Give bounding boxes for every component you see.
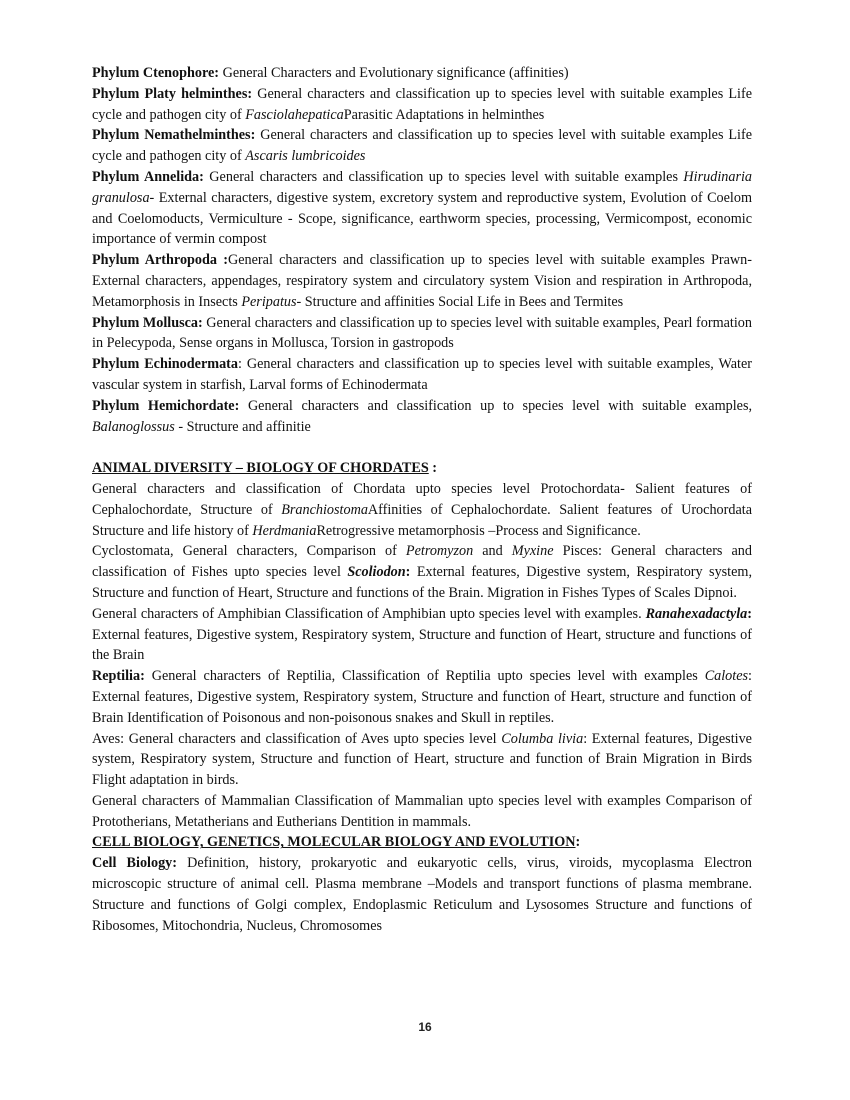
- body-text: : External features, Digestive system, Respiratory system, Structure and function of Heart, structure and function of Brain Identification of Poisonous and non-poisonous snakes and Skull in reptiles.: [92, 668, 752, 726]
- body-text: Aves: General characters and classification of Aves upto species level: [92, 730, 502, 747]
- body-text: General characters and classification up to species level with suitable examples: [203, 168, 684, 185]
- species-name: Peripatus: [241, 293, 297, 310]
- section-ctenophore: [92, 63, 752, 84]
- bold-colon: :: [405, 564, 411, 581]
- body-text: Retrogressive metamorphosis –Process and Significance.: [316, 522, 641, 539]
- section-cell-biology: [92, 853, 752, 936]
- phylum-label: Phylum Ctenophore:: [92, 65, 220, 81]
- section-reptilia: [92, 666, 752, 728]
- body-text: Parasitic Adaptations in helminthes: [343, 106, 545, 123]
- body-text: Definition, history, prokaryotic and eukaryotic cells, virus, viroids, mycoplasma Electron microscopic structure of animal cell. Plasma membrane –Models and transport functions of plasma membrane. Structure and functions of Golgi complex, Endoplasmic Reticulum and Lysosomes Structure and functions of Ribosomes, Mitochondria, Nucleus, Chromosomes: [92, 855, 753, 934]
- species-name: Ranahexadactyla: [645, 605, 748, 622]
- body-text: General characters and classification up to species level with suitable examples, Pearl formation in Pelecypoda, Sense organs in Mollusca, Torsion in gastropods: [92, 314, 752, 352]
- topic-label: Cell Biology:: [92, 855, 177, 872]
- bold-colon: :: [747, 605, 752, 622]
- section-protochordata: [92, 479, 752, 541]
- body-text: General characters and classification up to species level with suitable examples,: [239, 397, 753, 414]
- body-text: - Structure and affinities Social Life in Bees and Termites: [296, 293, 624, 310]
- body-text: : External features, Digestive system, Respiratory system, Structure and function of Heart, structure and function of Brain Migration in Birds Flight adaptation in birds.: [92, 730, 752, 789]
- body-text: General characters and classification up to species level with suitable examples Prawn- External characters, appendages, respiratory system and circulatory system Vision and respiration in Arthropoda, Metamorphosis in Insects: [92, 252, 752, 310]
- body-text: and: [473, 543, 512, 560]
- phylum-label: Phylum Hemichordate:: [92, 397, 240, 414]
- section-mammalia: [92, 791, 752, 833]
- phylum-label: Phylum Mollusca:: [92, 314, 203, 331]
- section-echinodermata: [92, 354, 752, 396]
- body-text: General characters and classification up to species level with suitable examples Life cycle and pathogen city of: [92, 127, 753, 165]
- section-nemathelminthes: [92, 125, 752, 167]
- body-text: Pisces: General characters and classification of Fishes upto species level: [92, 543, 752, 581]
- species-name: Myxine: [511, 543, 554, 560]
- body-text: General Characters and Evolutionary significance (affinities): [219, 65, 569, 81]
- section-heading: ANIMAL DIVERSITY – BIOLOGY OF CHORDATES: [92, 460, 429, 477]
- body-text: General characters of Amphibian Classification of Amphibian upto species level with examples.: [92, 605, 646, 622]
- body-text: - External characters, digestive system, excretory system and reproductive system, Evolution of Coelom and Coelomoducts, Vermiculture - Scope, significance, earthworm species, processing, Vermicompost, economic importance of vermin compost: [92, 189, 752, 248]
- chordates-heading: [92, 458, 752, 479]
- section-hemichordata: [92, 396, 752, 438]
- species-name: Branchiostoma: [281, 501, 368, 518]
- species-name: Scoliodon: [347, 564, 406, 581]
- heading-suffix: :: [428, 460, 438, 477]
- species-name: Balanoglossus: [92, 418, 175, 435]
- body-text: : General characters and classification up to species level with suitable examples, Water vascular system in starfish, Larval forms of Echinodermata: [92, 356, 752, 393]
- body-text: Cyclostomata, General characters, Comparison of: [92, 543, 406, 560]
- cell-biology-heading: [92, 832, 752, 853]
- section-annelida: [92, 167, 752, 250]
- body-text: - Structure and affinitie: [174, 418, 311, 435]
- section-platyhelminthes: [92, 84, 752, 126]
- body-text: External features, Digestive system, Respiratory system, Structure and function of Heart, structure and functions of the Brain: [92, 626, 752, 664]
- species-name: Calotes: [704, 668, 749, 685]
- body-text: Affinities of Cephalochordate. Salient features of Urochordata Structure and life history of: [92, 501, 752, 539]
- species-name: Herdmania: [252, 522, 317, 539]
- body-text: General characters and classification up to species level with suitable examples Life cycle and pathogen city of: [92, 85, 752, 123]
- species-name: Fasciolahepatica: [245, 106, 344, 123]
- section-heading: CELL BIOLOGY, GENETICS, MOLECULAR BIOLOGY AND EVOLUTION: [92, 834, 576, 851]
- body-text: General characters and classification of Chordata upto species level Protochordata- Salient features of Cephalochordate, Structure of: [92, 480, 752, 518]
- section-cyclostomata: [92, 541, 752, 603]
- section-amphibia: [92, 604, 752, 666]
- heading-suffix: :: [575, 834, 581, 851]
- phylum-label: Phylum Arthropoda :: [92, 252, 228, 269]
- document-page: [92, 63, 752, 936]
- phylum-label: Phylum Platy helminthes:: [92, 85, 253, 102]
- species-name: Columba livia: [501, 730, 584, 747]
- section-aves: [92, 729, 752, 791]
- phylum-label: Phylum Annelida:: [92, 168, 204, 185]
- species-name: Petromyzon: [405, 543, 474, 560]
- body-text: General characters of Mammalian Classification of Mammalian upto species level with examples Comparison of Prototherians, Metatherians and Eutherians Dentition in mammals.: [92, 792, 752, 830]
- body-text: External features, Digestive system, Respiratory system, Structure and function of Heart, Structure and functions of the Brain. Migration in Fishes Types of Scales Dipnoi.: [92, 564, 753, 601]
- species-name: Hirudinaria granulosa: [92, 168, 753, 206]
- class-label: Reptilia:: [92, 668, 145, 685]
- phylum-label: Phylum Nemathelminthes:: [92, 127, 256, 144]
- species-name: Ascaris lumbricoides: [245, 148, 366, 165]
- page-number: 16: [418, 1020, 432, 1034]
- section-mollusca: [92, 313, 752, 355]
- phylum-label: Phylum Echinodermata: [92, 356, 238, 373]
- body-text: General characters of Reptilia, Classification of Reptilia upto species level with examples: [144, 668, 705, 685]
- section-arthropoda: [92, 250, 752, 312]
